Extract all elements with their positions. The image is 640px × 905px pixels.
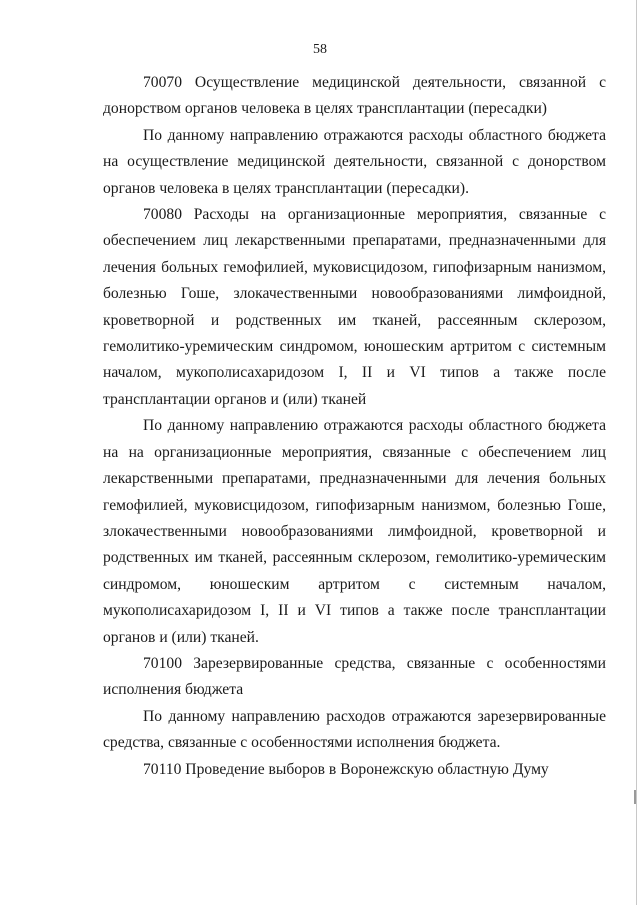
paragraph-70070-heading: 70070 Осуществление медицинской деятельности, связанной с донорством органов человека в целях трансплантации (пересадки) (103, 74, 606, 118)
scan-edge-mark (634, 790, 636, 804)
document-body (103, 70, 606, 783)
paragraph-70100-description: По данному направлению расходов отражаются зарезервированные средства, связанные с особенностями исполнения бюджета. (103, 707, 606, 752)
paragraph-70110-heading: 70110 Проведение выборов в Воронежскую областную Думу (143, 760, 549, 778)
paragraph-70080-description: По данному направлению отражаются расходы областного бюджета на на организационные мероприятия, связанные с обеспечением лиц лекарственными препаратами, предназначенными для лечения больных гемофилией, муковисцидозом, гипофизарным нанизмом, болезнью Гоше, злокачественными новообразованиями лимфоидной, кроветворной и родственных им тканей, рассеянным склерозом, гемолитико-уремическим синдромом, юношеским артритом с системным началом, мукополисахаридозом I, II и VI типов а также после трансплантации органов и (или) тканей. (103, 417, 606, 646)
paragraph-70080-heading: 70080 Расходы на организационные мероприятия, связанные с обеспечением лиц лекарственными препаратами, предназначенными для лечения больных гемофилией, муковисцидозом, гипофизарным нанизмом, болезнью Гоше, злокачественными новообразованиями лимфоидной, кроветворной и родственных им тканей, рассеянным склерозом, гемолитико-уремическим синдромом, юношеским артритом с системным началом, мукополисахаридозом I, II и VI типов а также после трансплантации органов и (или) тканей (103, 206, 606, 408)
paragraph-70100-heading: 70100 Зарезервированные средства, связанные с особенностями исполнения бюджета (103, 654, 606, 699)
paragraph-70070-description: По данному направлению отражаются расходы областного бюджета на осуществление медицинской деятельности, связанной с донорством органов человека в целях трансплантации (пересадки). (103, 126, 606, 197)
page-number: 58 (313, 42, 327, 57)
scan-edge-line (636, 0, 637, 905)
